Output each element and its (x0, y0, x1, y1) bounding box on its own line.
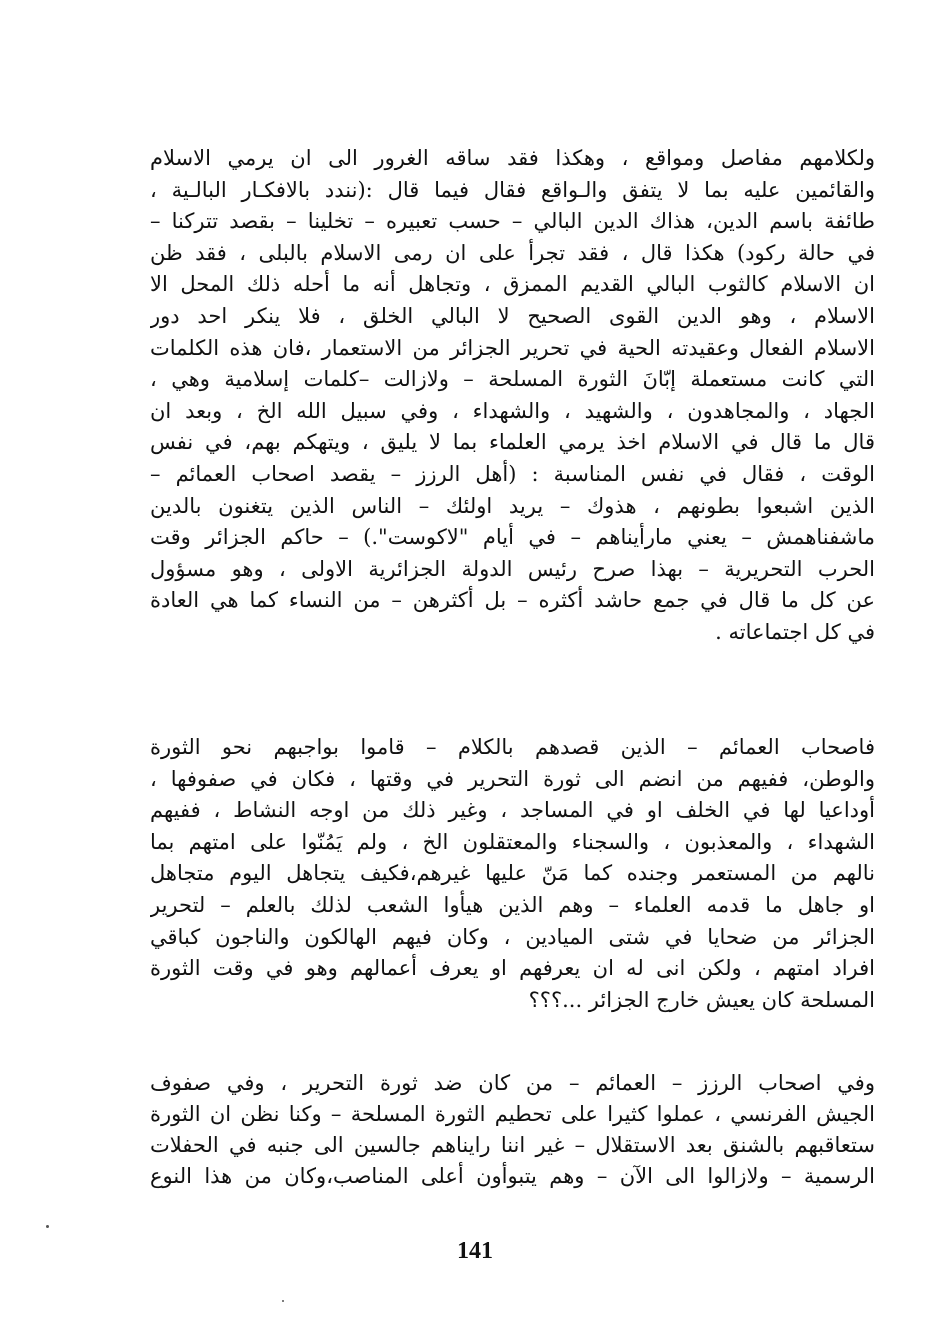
text-line: نالهم من المستعمر وجنده كما مَنّ عليها غيرهم،فكيف يتجاهل اليوم متجاهل (150, 861, 875, 886)
scan-speck (282, 1300, 284, 1302)
text-line: وفي اصحاب الرزز – العمائم – من كان ضد ثورة التحرير ، وفي صفوف (150, 1071, 875, 1095)
text-line: الجيش الفرنسي ، عملوا كثيرا على تحطيم الثورة المسلحة – وكنا نظن ان الثورة (150, 1102, 875, 1126)
paragraph-1 (150, 143, 875, 649)
text-line: ستعاقبهم بالشنق بعد الاستقلال – غير اننا رايناهم جالسين الى جنبه في الحفلات (150, 1133, 875, 1157)
text-line: فاصحاب العمائم – الذين قصدهم بالكلام – قاموا بواجبهم نحو الثورة (150, 735, 875, 759)
text-line: الوقت ، فقال في نفس المناسبة : (أهل الرزز – يقصد اصحاب العمائم – (150, 461, 875, 486)
text-line: الاسلام ، وهو الدين القوى الصحيح لا البالي الخلق ، فلا ينكر احد دور (150, 303, 875, 328)
text-line: ولكلامهم مفاصل ومواقع ، وهكذا فقد ساقه الغرور الى ان يرمي الاسلام (150, 146, 875, 170)
text-line: عن كل ما قال في جمع حاشد أكثره – بل أكثرهن – من النساء كما هي العادة (150, 588, 875, 613)
text-line: ماشفناهمش – يعني مارأيناهم – في أيام "لاكوست".) – حاكم الجزائر وقت (150, 525, 875, 550)
text-line: الاسلام الفعال وعقيدته الحية في تحرير الجزائر من الاستعمار ،فان هذه الكلمات (150, 335, 875, 360)
page-number: 141 (457, 1238, 493, 1264)
text-line: المسلحة كان يعيش خارج الجزائر ...؟؟؟ (528, 987, 875, 1012)
paragraph-3 (150, 1068, 875, 1192)
text-line: الجزائر من ضحايا في شتى الميادين ، وكان فيهم الهالكون والناجون كباقي (150, 924, 875, 949)
text-line: قال ما قال في الاسلام اخذ يرمي العلماء بما لا يليق ، ويتهكم بهم، في نفس (150, 430, 875, 455)
text-line: او جاهل ما قدمه العلماء – وهم الذين هيأوا الشعب لذلك بالعلم – لتحرير (150, 892, 875, 917)
text-line: والوطن، ففيهم من انضم الى ثورة التحرير في وقتها ، فكان في صفوفها ، (150, 766, 875, 791)
scan-speck (46, 1225, 49, 1228)
text-line: الرسمية – ولازالوا الى الآن – وهم يتبوأون أعلى المناصب،وكان من هذا النوع (150, 1164, 875, 1188)
text-line: طائفة باسم الدين، هذاك الدين البالي – حسب تعبيره – تخلينا – بقصد تتركنا – (150, 209, 875, 234)
text-line: الذين اشبعوا بطونهم ، هذوك – يريد اولئك – الناس الذين يتغنون بالدين (150, 493, 875, 518)
paragraph-2 (150, 732, 875, 1016)
text-line: أوداعيا لها في الخلف او في المساجد ، وغير ذلك من اوجه النشاط ، ففيهم (150, 798, 875, 823)
text-line: الجهاد ، والمجاهدون ، والشهيد ، والشهداء ، وفي سبيل الله الخ ، وبعد ان (150, 398, 875, 423)
text-line: ان الاسلام كالثوب البالي القديم الممزق ، وتجاهل أنه ما أحله ذلك المحل الا (150, 272, 875, 297)
text-line: في حالة ركود) هكذا قال ، فقد تجرأ على ان رمى الاسلام بالبلى ، فقد ظن (150, 240, 875, 265)
text-line: افراد امتهم ، ولكن انى له ان يعرفهم او يعرف أعمالهم وهو في وقت الثورة (150, 956, 875, 981)
text-line: التي كانت مستعملة إبّانَ الثورة المسلحة – ولازالت –كلمات إسلامية وهي ، (150, 367, 875, 392)
text-line: الحرب التحريرية – بهذا صرح رئيس الدولة الجزائرية الاولى ، وهو مسؤول (150, 556, 875, 581)
text-line: في كل اجتماعاته . (715, 619, 875, 644)
text-line: الشهداء ، والمعذبون ، والسجناء والمعتقلون الخ ، ولم يَمُنّوا على امتهم بما (150, 829, 875, 854)
text-line: والقائمين عليه بما لا يتفق والـواقع فقال فيما قال :(نندد بالافكـار البالـية ، (150, 177, 875, 202)
